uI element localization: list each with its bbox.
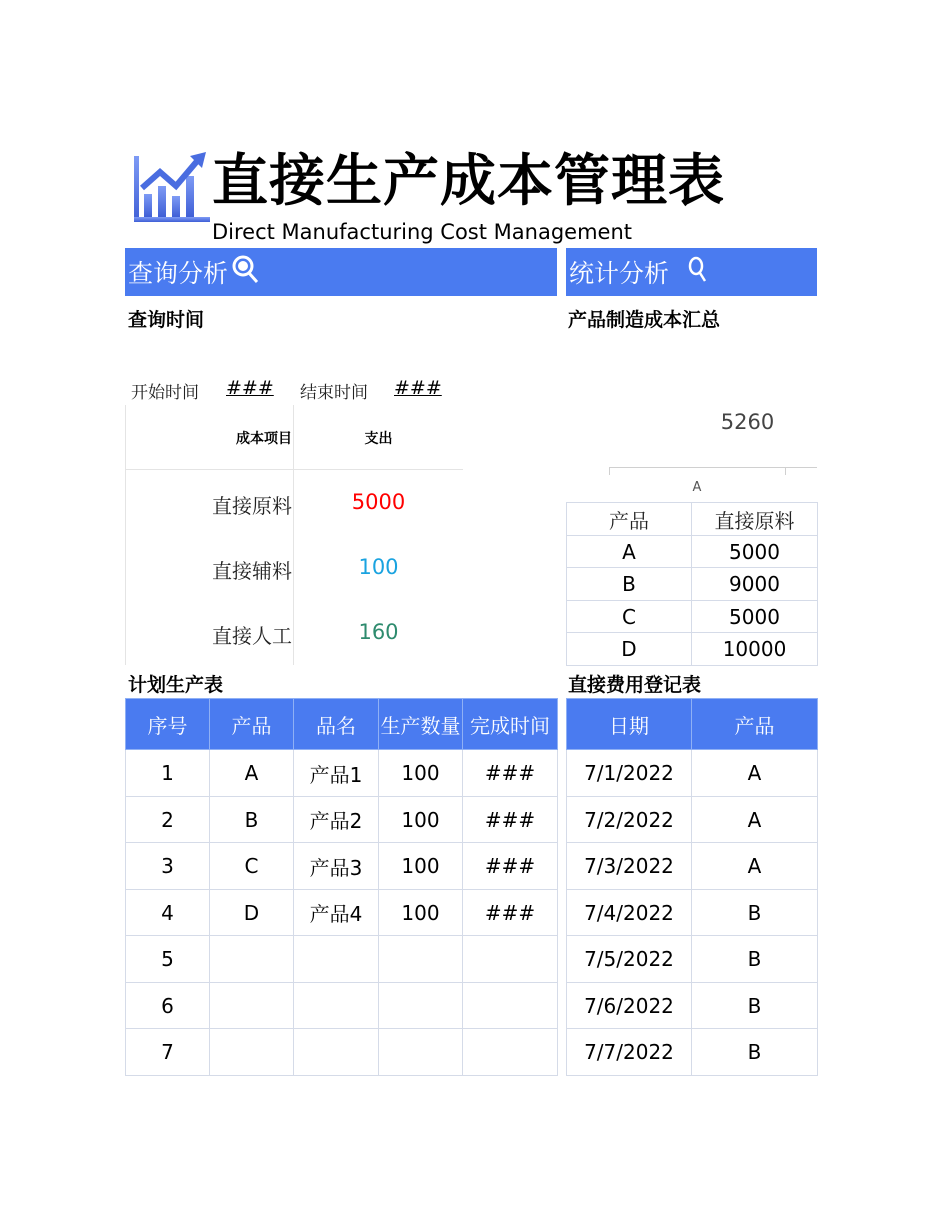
- table-cell: ###: [463, 890, 558, 936]
- table-cell: B: [692, 890, 818, 936]
- table-row: [126, 890, 558, 936]
- start-time-value[interactable]: ###: [226, 377, 274, 399]
- table-header-cell: 品名: [294, 699, 379, 750]
- table-row: [567, 890, 818, 936]
- table-row: [126, 983, 558, 1029]
- table-cell: [210, 1029, 294, 1076]
- table-cell: B: [692, 1029, 818, 1076]
- table-header-row: [567, 699, 818, 750]
- table-cell: [463, 1029, 558, 1076]
- direct-expense-table: [566, 698, 818, 1076]
- table-cell: 2: [126, 797, 210, 843]
- table-cell: [379, 936, 463, 983]
- query-banner-label: 查询分析: [128, 259, 229, 288]
- product-cost-table: [566, 502, 818, 666]
- table-cell: 4: [126, 890, 210, 936]
- table-cell: 100: [379, 843, 463, 890]
- summary-axis-label: A: [692, 480, 702, 495]
- query-time-label: 查询时间: [128, 309, 205, 331]
- stats-analysis-banner: [566, 248, 817, 296]
- table-cell: [294, 983, 379, 1029]
- table-cell: A: [567, 536, 692, 568]
- table-cell: 7: [126, 1029, 210, 1076]
- page-subtitle: Direct Manufacturing Cost Management: [212, 220, 632, 244]
- table-cell: 9000: [692, 568, 818, 601]
- table-cell: [294, 936, 379, 983]
- table-row: [567, 1029, 818, 1076]
- cost-header-amount: 支出: [364, 431, 393, 447]
- table-cell: B: [567, 568, 692, 601]
- table-cell: 5000: [692, 536, 818, 568]
- table-row: [567, 601, 818, 633]
- table-row: [567, 633, 818, 666]
- cost-left-line: [125, 405, 126, 665]
- plan-production-table: [125, 698, 558, 1076]
- table-header-cell: 产品: [692, 699, 818, 750]
- table-header-cell: 生产数量: [379, 699, 463, 750]
- start-time-label: 开始时间: [131, 383, 199, 403]
- cost-amount-value: 5000: [351, 490, 406, 514]
- table-row: [126, 750, 558, 797]
- table-cell: 7/2/2022: [567, 797, 692, 843]
- query-analysis-banner: [125, 248, 557, 296]
- table-cell: 5000: [692, 601, 818, 633]
- table-header-cell: 完成时间: [463, 699, 558, 750]
- table-row: [567, 936, 818, 983]
- magnifier-icon: [683, 254, 707, 290]
- table-row: [126, 797, 558, 843]
- table-cell: 5: [126, 936, 210, 983]
- table-cell: A: [692, 797, 818, 843]
- table-cell: 产品1: [294, 750, 379, 797]
- table-cell: [210, 936, 294, 983]
- table-header-cell: 产品: [567, 503, 692, 536]
- table-cell: A: [692, 843, 818, 890]
- table-cell: A: [692, 750, 818, 797]
- table-cell: 100: [379, 890, 463, 936]
- table-cell: C: [567, 601, 692, 633]
- table-cell: D: [567, 633, 692, 666]
- summary-label: 产品制造成本汇总: [568, 309, 721, 331]
- table-cell: 7/6/2022: [567, 983, 692, 1029]
- table-cell: 100: [379, 750, 463, 797]
- table-row: [567, 843, 818, 890]
- cost-item-label: 直接辅料: [212, 559, 292, 583]
- table-cell: ###: [463, 797, 558, 843]
- table-cell: 10000: [692, 633, 818, 666]
- table-header-cell: 直接原料: [692, 503, 818, 536]
- table-cell: 7/3/2022: [567, 843, 692, 890]
- cost-item-label: 直接原料: [212, 494, 292, 518]
- table-cell: 100: [379, 797, 463, 843]
- table-cell: 产品4: [294, 890, 379, 936]
- summary-axis-tick: [609, 467, 610, 475]
- table-cell: B: [692, 983, 818, 1029]
- table-cell: D: [210, 890, 294, 936]
- table-header-cell: 产品: [210, 699, 294, 750]
- magnifier-icon: [228, 254, 260, 290]
- table-cell: A: [210, 750, 294, 797]
- table-cell: 7/4/2022: [567, 890, 692, 936]
- table-header-row: [567, 503, 818, 536]
- summary-value: 5260: [720, 410, 775, 434]
- stats-banner-label: 统计分析: [569, 259, 670, 288]
- cost-header-item: 成本项目: [236, 431, 292, 447]
- table-cell: ###: [463, 750, 558, 797]
- table-cell: [379, 1029, 463, 1076]
- cost-amount-value: 100: [358, 555, 399, 579]
- expense-table-label: 直接费用登记表: [568, 674, 702, 696]
- table-row: [567, 536, 818, 568]
- table-cell: 3: [126, 843, 210, 890]
- table-cell: [463, 983, 558, 1029]
- table-cell: B: [692, 936, 818, 983]
- summary-axis-tick: [785, 467, 786, 475]
- table-cell: [294, 1029, 379, 1076]
- table-cell: 7/1/2022: [567, 750, 692, 797]
- end-time-label: 结束时间: [300, 383, 368, 403]
- table-cell: [463, 936, 558, 983]
- table-cell: 6: [126, 983, 210, 1029]
- table-cell: 7/7/2022: [567, 1029, 692, 1076]
- table-header-cell: 序号: [126, 699, 210, 750]
- cost-item-label: 直接人工: [212, 624, 292, 648]
- table-row: [567, 983, 818, 1029]
- table-row: [567, 797, 818, 843]
- table-row: [126, 936, 558, 983]
- table-header-row: [126, 699, 558, 750]
- table-cell: 产品2: [294, 797, 379, 843]
- table-cell: 产品3: [294, 843, 379, 890]
- plan-table-label: 计划生产表: [128, 674, 224, 696]
- table-header-cell: 日期: [567, 699, 692, 750]
- table-cell: 7/5/2022: [567, 936, 692, 983]
- table-cell: [210, 983, 294, 1029]
- cost-header-line: [125, 469, 463, 470]
- table-cell: C: [210, 843, 294, 890]
- table-cell: B: [210, 797, 294, 843]
- table-row: [126, 1029, 558, 1076]
- cost-amount-value: 160: [358, 620, 399, 644]
- table-cell: [379, 983, 463, 1029]
- page-title: 直接生产成本管理表: [212, 149, 725, 214]
- end-time-value[interactable]: ###: [394, 377, 442, 399]
- table-row: [126, 843, 558, 890]
- bar-chart-trend-icon: [130, 150, 212, 224]
- table-cell: 1: [126, 750, 210, 797]
- table-row: [567, 750, 818, 797]
- table-cell: ###: [463, 843, 558, 890]
- table-row: [567, 568, 818, 601]
